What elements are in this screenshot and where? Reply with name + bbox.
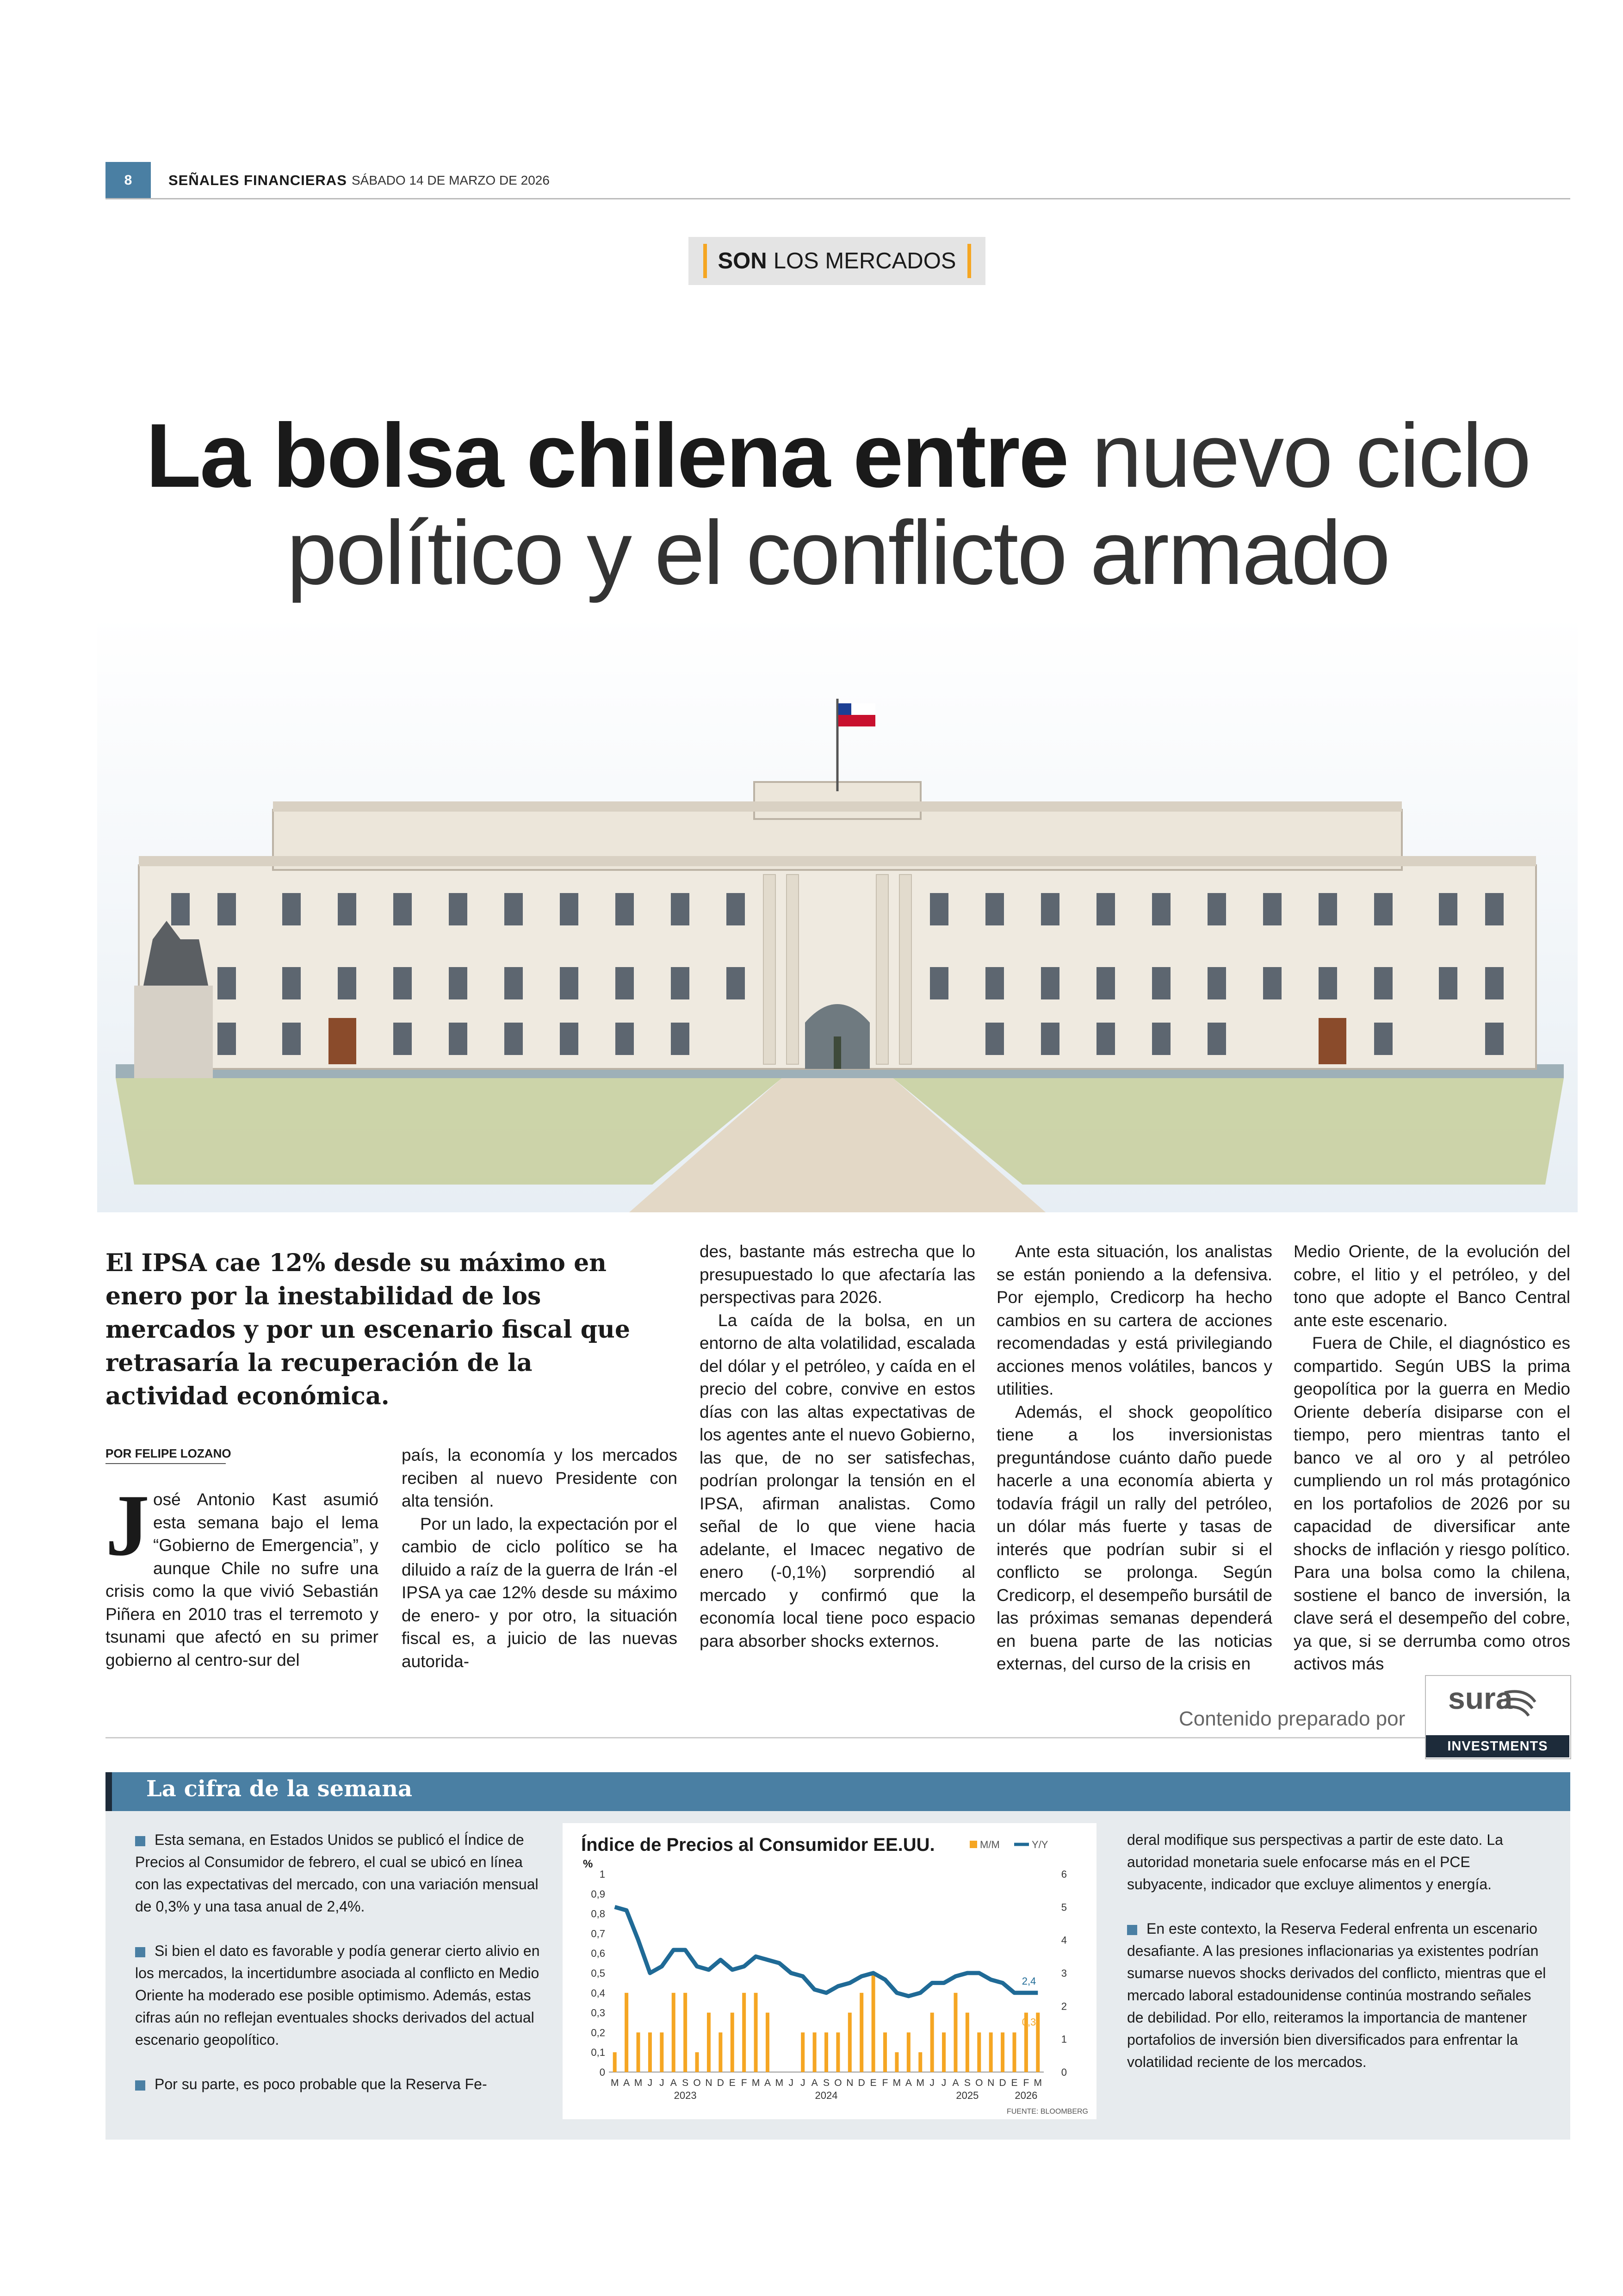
y-tick-left: 0,3	[591, 2007, 605, 2019]
x-tick-month: O	[975, 2078, 983, 2088]
cifra-paragraph: Esta semana, en Estados Unidos se publicó el Índice de Precios al Consumidor de febrero, el cual se ubicó en línea con las expectativas del mercado, con una variación mensual de 0,3% y una tasa anual de 2,4%.	[135, 1831, 539, 1915]
bar-mm	[977, 2032, 981, 2072]
y-tick-left: 0	[599, 2066, 605, 2078]
y-tick-left: 0,4	[591, 1987, 605, 1999]
x-tick-month: J	[647, 2078, 653, 2088]
x-tick-month: A	[623, 2078, 630, 2088]
x-tick-year: 2025	[956, 2090, 979, 2101]
bar-mm	[719, 2032, 722, 2072]
x-tick-month: E	[870, 2078, 877, 2088]
y-tick-right: 3	[1061, 1967, 1067, 1979]
x-tick-month: A	[905, 2078, 912, 2088]
bar-mm	[1036, 2013, 1040, 2072]
header-divider	[105, 198, 1570, 199]
cifra-paragraph: Por su parte, es poco probable que la Reserva Fe-	[135, 2073, 542, 2095]
x-tick-month: N	[846, 2078, 854, 2088]
cifra-right-text	[1127, 1829, 1548, 2095]
bullet-square-icon	[135, 2080, 145, 2091]
x-tick-month: O	[693, 2078, 701, 2088]
x-tick-year: 2024	[815, 2090, 838, 2101]
x-tick-month: A	[952, 2078, 959, 2088]
x-tick-month: E	[729, 2078, 736, 2088]
paragraph: Por un lado, la expectación por el cambio de ciclo político se ha diluido a raíz de la guerra de Irán -el IPSA ya cae 12% desde su máximo de enero- y por otro, la situación fiscal es, a juicio de las nuevas autorida-	[402, 1514, 677, 1671]
x-tick-month: S	[964, 2078, 971, 2088]
section-name: SEÑALES FINANCIERAS	[168, 172, 347, 188]
annotation-mm: 0,3	[1022, 2016, 1036, 2028]
x-tick-month: M	[775, 2078, 784, 2088]
x-tick-month: A	[764, 2078, 771, 2088]
bar-mm	[954, 1993, 957, 2072]
cifra-title: La cifra de la semana	[146, 1776, 413, 1802]
bar-mm	[966, 2013, 969, 2072]
cifra-paragraph: En este contexto, la Reserva Federal enfrenta un escenario desafiante. A las presiones inflacionarias ya existentes podrían sumarse nuevos shocks derivados del conflicto, mientras que el mercado laboral estadounidense continúa mostrando señales de debilidad. Por ello, reiteramos la importancia de mantener portafolios de inversión bien diversificados para enfrentar la volatilidad reciente de los mercados.	[1127, 1920, 1546, 2070]
section-kicker	[688, 237, 985, 285]
x-tick-month: J	[659, 2078, 664, 2088]
body-column-5	[1294, 1240, 1570, 1675]
bar-mm	[836, 2032, 840, 2072]
x-tick-month: N	[987, 2078, 995, 2088]
headline	[105, 407, 1570, 601]
body-column-1	[105, 1477, 378, 1671]
cifra-paragraph: deral modifique sus perspectivas a partir de este dato. La autoridad monetaria suele enfocarse más en el PCE subyacente, indicador que excluye alimentos y energía.	[1127, 1831, 1503, 1893]
bar-mm	[660, 2032, 663, 2072]
x-tick-month: M	[610, 2078, 619, 2088]
bar-mm	[695, 2052, 699, 2072]
bullet-square-icon	[135, 1947, 145, 1957]
x-tick-month: J	[788, 2078, 794, 2088]
sponsor-sub-label: INVESTMENTS	[1426, 1735, 1569, 1757]
drop-cap: J	[105, 1477, 149, 1574]
x-tick-month: F	[882, 2078, 888, 2088]
bar-mm	[813, 2032, 817, 2072]
annotation-yy: 2,4	[1022, 1975, 1036, 1987]
line-yy	[615, 1907, 1038, 1996]
x-tick-month: M	[1034, 2078, 1042, 2088]
bar-mm	[637, 2032, 640, 2072]
x-tick-month: M	[751, 2078, 760, 2088]
legend-swatch-mm	[970, 1841, 977, 1848]
bar-mm	[930, 2013, 934, 2072]
chart-ylabel: %	[583, 1858, 593, 1870]
x-tick-month: M	[634, 2078, 643, 2088]
legend-label-yy: Y/Y	[1032, 1839, 1048, 1850]
y-tick-right: 4	[1061, 1934, 1067, 1946]
kicker-bold: SON	[718, 248, 767, 273]
y-tick-right: 1	[1061, 2033, 1067, 2045]
cpi-chart	[563, 1823, 1096, 2119]
bar-mm	[883, 2032, 887, 2072]
x-tick-month: E	[1011, 2078, 1018, 2088]
y-tick-left: 1	[599, 1868, 605, 1880]
y-tick-left: 0,5	[591, 1967, 605, 1979]
x-tick-month: D	[858, 2078, 865, 2088]
bar-mm	[648, 2032, 652, 2072]
paragraph: Ante esta situación, los analistas se están poniendo a la defensiva. Por ejemplo, Credicorp ha hecho cambios en su cartera de acciones recomendadas y está privilegiando acciones menos volátiles, bancos y utilities.	[997, 1242, 1272, 1398]
x-tick-month: A	[811, 2078, 818, 2088]
x-tick-month: M	[916, 2078, 924, 2088]
sponsor-divider	[105, 1737, 1570, 1738]
bar-mm	[872, 1973, 875, 2072]
paragraph: Medio Oriente, de la evolución del cobre, el litio y el petróleo, y del tono que adopte el Banco Central ante este escenario.	[1294, 1242, 1570, 1330]
x-tick-month: F	[741, 2078, 747, 2088]
bar-mm	[1001, 2032, 1004, 2072]
y-tick-right: 0	[1061, 2066, 1067, 2078]
bar-mm	[731, 2013, 734, 2072]
bar-mm	[683, 1993, 687, 2072]
y-tick-left: 0,8	[591, 1908, 605, 1920]
y-tick-left: 0,1	[591, 2047, 605, 2059]
x-tick-month: S	[682, 2078, 689, 2088]
sponsor-text: Contenido preparado por	[1179, 1707, 1406, 1730]
bar-mm	[860, 1993, 863, 2072]
y-tick-right: 2	[1061, 2000, 1067, 2012]
x-tick-month: F	[1023, 2078, 1029, 2088]
x-tick-month: D	[717, 2078, 724, 2088]
cifra-paragraph: Si bien el dato es favorable y podía generar cierto alivio en los mercados, la incertidumbre asociada al conflicto en Medio Oriente ha moderado ese posible optimismo. Además, estas cifras aún no reflejan eventuales shocks derivados del actual escenario geopolítico.	[135, 1942, 540, 2048]
bar-mm	[766, 2013, 769, 2072]
x-tick-month: A	[670, 2078, 677, 2088]
paragraph: Fuera de Chile, el diagnóstico es compartido. Según UBS la prima geopolítica por la guerra en Medio Oriente debería disiparse con el tiempo, pero mientras tanto el banco ve al oro y al petróleo cumpliendo un rol más protagónico en los portafolios de 2026 por su capacidad de diversificar ante shocks de inflación y riesgo político. Para una bolsa como la chilena, sostiene el banco de inversión, la clave será el desempeño del cobre, ya que, si se derrumba como otros activos más	[1294, 1334, 1570, 1673]
body-col1-text: osé Antonio Kast asumió esta semana bajo el lema “Gobierno de Emergencia”, y aunque Chile no sufre una crisis como la que vivió Sebastián Piñera en 2010 tras el terremoto y tsunami que afectó en su primer gobierno al centro-sur del	[105, 1490, 378, 1669]
bar-mm	[918, 2052, 922, 2072]
cpi-chart-panel	[563, 1823, 1096, 2119]
paragraph: des, bastante más estrecha que lo presupuestado lo que afectaría las perspectivas para 2026.	[700, 1242, 975, 1307]
cifra-accent	[105, 1772, 112, 1811]
paragraph: La caída de la bolsa, en un entorno de alta volatilidad, escalada del dólar y el petróleo, y caída en el precio del cobre, convive en estos días con las altas expectativas de los agentes ante el nuevo Gobierno, las que, de no ser satisfechas, podrían prolongar la tensión en el IPSA, afirman analistas. Como señal de lo que viene hacia adelante, el Imacec negativo de enero (-0,1%) sorprendió al mercado y confirmó que la economía local tiene poco espacio para absorber shocks externos.	[700, 1310, 975, 1651]
y-tick-left: 0,7	[591, 1928, 605, 1940]
byline: POR FELIPE LOZANO	[105, 1446, 231, 1460]
chart-title: Índice de Precios al Consumidor EE.UU.	[581, 1835, 935, 1855]
kicker-bar-right	[967, 244, 971, 278]
bar-mm	[625, 1993, 628, 2072]
x-tick-month: O	[834, 2078, 842, 2088]
bullet-square-icon	[135, 1836, 145, 1846]
body-column-4	[997, 1240, 1272, 1675]
y-tick-left: 0,9	[591, 1888, 605, 1900]
bar-mm	[1012, 2032, 1016, 2072]
y-tick-right: 5	[1061, 1901, 1067, 1913]
palacio-la-moneda-illustration	[97, 615, 1578, 1212]
sura-logo: sura	[1448, 1681, 1513, 1715]
bar-mm	[989, 2032, 993, 2072]
headline-light-1: nuevo ciclo	[1091, 405, 1530, 506]
x-tick-year: 2026	[1015, 2090, 1038, 2101]
chart-source: FUENTE: BLOOMBERG	[1006, 2108, 1088, 2116]
page-number: 8	[105, 162, 151, 199]
body-column-2	[402, 1444, 677, 1673]
bar-mm	[942, 2032, 946, 2072]
x-tick-month: S	[823, 2078, 830, 2088]
paragraph: Además, el shock geopolítico tiene a los inversionistas preguntándose cuánto daño puede hacerle a una economía abierta y todavía frágil un rally del petróleo, un dólar más fuerte y tasas de interés que podrían subir si el conflicto se prolonga. Según Credicorp, el desempeño bursátil de las próximas semanas dependerá en buena parte de las noticias externas, del curso de la crisis en	[997, 1402, 1272, 1673]
bullet-square-icon	[1127, 1925, 1137, 1935]
x-tick-month: N	[705, 2078, 712, 2088]
bar-mm	[707, 2013, 711, 2072]
legend-label-mm: M/M	[980, 1839, 1000, 1850]
bar-mm	[895, 2052, 898, 2072]
headline-bold: La bolsa chilena entre	[146, 405, 1068, 506]
kicker-rest: LOS MERCADOS	[773, 248, 956, 273]
bar-mm	[742, 1993, 746, 2072]
kicker-bar-left	[703, 244, 707, 278]
y-tick-right: 6	[1061, 1868, 1067, 1880]
paragraph: país, la economía y los mercados reciben al nuevo Presidente con alta tensión.	[402, 1446, 677, 1510]
x-tick-month: J	[941, 2078, 947, 2088]
body-column-3	[700, 1240, 975, 1652]
y-tick-left: 0,2	[591, 2027, 605, 2039]
x-tick-month: M	[892, 2078, 901, 2088]
bar-mm	[824, 2032, 828, 2072]
x-tick-month: J	[929, 2078, 935, 2088]
article-lead: El IPSA cae 12% desde su máximo en enero por la inestabilidad de los mercados y por un escenario fiscal que retrasaría la recuperación de la actividad económica.	[105, 1249, 630, 1410]
bar-mm	[754, 1993, 758, 2072]
bar-mm	[907, 2032, 911, 2072]
x-tick-month: D	[999, 2078, 1006, 2088]
publication-date: SÁBADO 14 DE MARZO DE 2026	[352, 173, 550, 187]
headline-light-2: político y el conflicto armado	[286, 502, 1389, 603]
bar-mm	[613, 2052, 617, 2072]
sura-swoosh-icon	[1503, 1688, 1540, 1720]
bar-mm	[848, 2013, 852, 2072]
y-tick-left: 0,6	[591, 1948, 605, 1960]
x-tick-year: 2023	[674, 2090, 697, 2101]
bar-mm	[672, 1993, 675, 2072]
x-tick-month: J	[800, 2078, 805, 2088]
cifra-left-text	[135, 1829, 542, 2117]
byline-rule	[105, 1463, 226, 1464]
bar-mm	[801, 2032, 805, 2072]
